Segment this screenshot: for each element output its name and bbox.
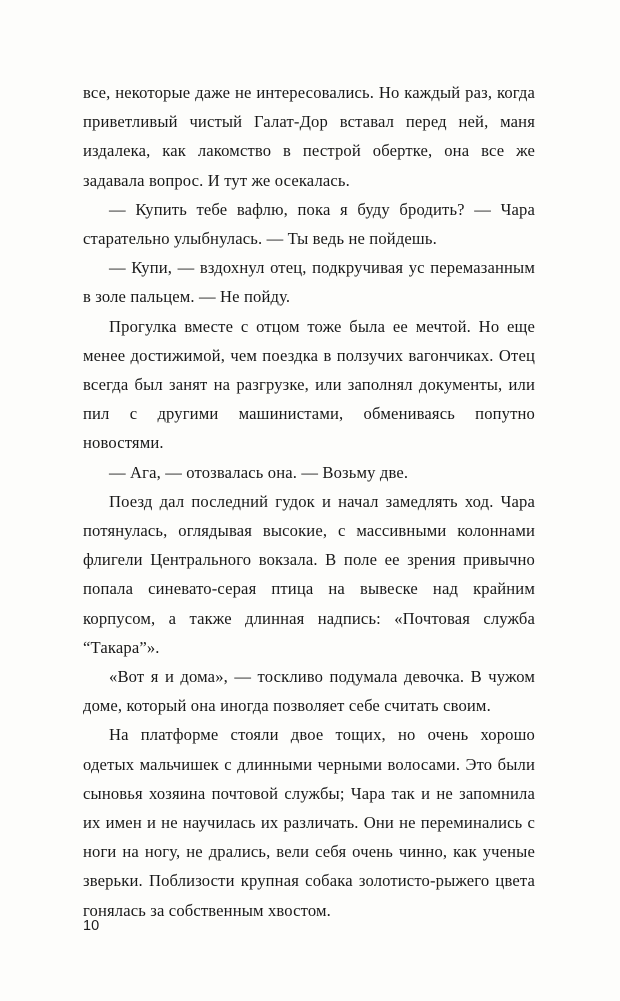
paragraph: Прогулка вместе с отцом тоже была ее мечтой. Но еще менее достижимой, чем поездка в ползучих вагончиках. Отец всегда был занят на разгрузке, или заполнял документы, или пил с другими машинистами, обмениваясь попутно новостями. bbox=[83, 316, 535, 453]
paragraph: — Купить тебе вафлю, пока я буду бродить? — Чара старательно улыбнулась. — Ты ведь не пойдешь. bbox=[83, 199, 535, 249]
paragraph: — Купи, — вздохнул отец, подкручивая ус перемазанным в золе пальцем. — Не пойду. bbox=[83, 258, 535, 307]
page-number: 10 bbox=[83, 918, 100, 934]
paragraph: — Ага, — отозвалась она. — Возьму две. bbox=[109, 462, 409, 482]
paragraph: «Вот я и дома», — тоскливо подумала девочка. В чужом доме, который она иногда позволяет себе считать своим. bbox=[83, 667, 535, 716]
paragraph: На платформе стояли двое тощих, но очень хорошо одетых мальчишек с длинными черными волосами. Это были сыновья хозяина почтовой службы; Чара так и не запомнила их имен и не научилась их различать. Они не переминались с ноги на ногу, не дрались, вели себя очень чинно, как ученые зверьки. Поблизости крупная собака золотисто-рыжего цвета гонялась за собственным хвостом. bbox=[83, 725, 535, 920]
paragraph: все, некоторые даже не интересовались. Но каждый раз, когда приветливый чистый Галат-Дор вставал перед ней, маня издалека, как лакомство в пестрой обертке, она все же задавала вопрос. И тут же осекалась. bbox=[83, 83, 535, 190]
body-text-column bbox=[83, 78, 535, 925]
paragraph: Поезд дал последний гудок и начал замедлять ход. Чара потянулась, оглядывая высокие, с массивными колоннами флигели Центрального вокзала. В поле ее зрения привычно попала синевато-серая птица на вывеске над крайним корпусом, а также длинная надпись: «Почтовая служба “Такара”». bbox=[83, 491, 535, 657]
